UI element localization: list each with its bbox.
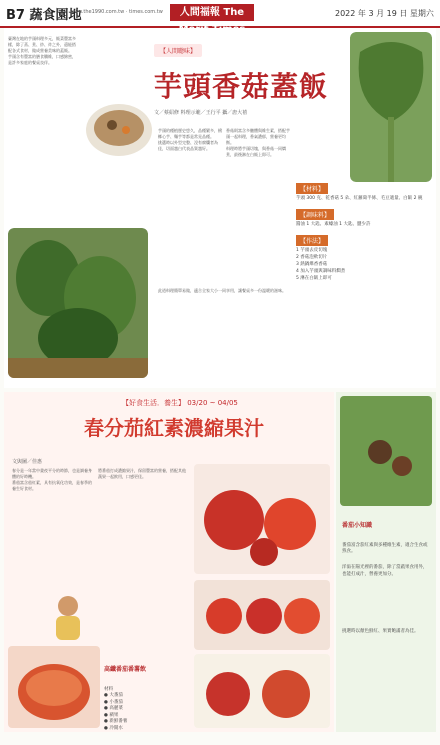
article2-col1: 春分是一年當中晝夜平分的時節，也是調養身體的好時機。 番茄富含茄紅素，具有抗氧化功效，是春季的養生好食材。 (12, 468, 92, 491)
article1-col2: 芋頭的種植歷史悠久，品種繁多，檳榔心芋、麵芋等都是常見品種。 挑選時以外型完整、沒有腐爛者為佳，切面越白代表品質越好。 (158, 128, 222, 151)
sidebar-box1 (342, 510, 430, 554)
tomato-sidebar (336, 392, 436, 732)
tomato-photo-mid (194, 580, 330, 650)
article1-title: 芋頭香菇蓋飯 (154, 70, 329, 103)
tomato-plant-photo (340, 396, 432, 506)
recipe-ingredients-heading: 【材料】 (296, 183, 328, 194)
recipe-steps-heading: 【作法】 (296, 235, 328, 246)
page-header (0, 0, 440, 28)
taro-recipe-box (296, 176, 434, 366)
recipe-seasoning: 醬油 1 大匙、素蠔油 1 大匙、鹽少許 (296, 222, 371, 227)
tomato-recipe-box (104, 654, 184, 731)
tomato-article (4, 392, 334, 732)
recipe-steps: 1 芋頭去皮切塊 2 香菇泡軟切片 3 熱鍋爆香香菇 4 加入芋頭與調味料燜煮 5 淋在白飯上即可 (296, 248, 346, 281)
taro-plant-photo (8, 228, 148, 378)
sidebar-text2: 洋溢在陽光裡的番茄，除了當蔬果食用外，也能打成汁，營養更加分。 (342, 565, 428, 577)
tomato-recipe-title: 高纖番茄番薯飲 (104, 666, 147, 673)
page-number: B7 蔬食園地 (6, 8, 82, 23)
article2-col2: 將番茄打成濃縮果汁，保留豐富的營養，搭配其他蔬果一起飲用，口感更佳。 (98, 468, 186, 479)
article2-kicker: 【好食生活．養生】 03/20 ~ 04/05 (122, 399, 238, 407)
recipe-seasoning-heading: 【調味料】 (296, 209, 334, 220)
article1-title-area (154, 38, 344, 116)
taro-leaf-photo (350, 32, 432, 182)
sidebar-text3: 挑選時以顏色鮮紅、果實飽滿者為佳。 (342, 629, 419, 634)
newspaper-logo: 人間福報 The (170, 4, 254, 21)
article1-kicker: 【人間聰味】 (154, 44, 202, 57)
site-url: www.the1990.com.tw · times.com.tw (70, 9, 163, 15)
article2-title: 春分茄紅素濃縮果汁 (84, 416, 264, 440)
article1-col4: 此道料理簡單易做，適合全家大小一同享用，讓餐桌多一份溫暖的滋味。 (158, 288, 286, 293)
sidebar-box3 (342, 616, 430, 726)
taro-article (4, 28, 436, 388)
recipe-ingredients: 芋頭 300 克、乾香菇 5 朵、紅蘿蔔半條、毛豆適量、白飯 2 碗 (296, 196, 423, 201)
tomato-photo-top (194, 464, 330, 574)
tomato-photo-bottom (194, 654, 330, 728)
article2-byline: 文與圖／佳惠 (12, 459, 43, 465)
sidebar-box2 (342, 552, 430, 612)
tomato-juice-photo (8, 646, 100, 728)
sidebar-title: 番茄小知識 (342, 522, 373, 529)
taro-rice-bowl-photo (84, 98, 154, 158)
tomato-recipe-body: 材料 ● 大番茄 ● 小番茄 ● 高麗菜 ● 蘋果 ● 新鮮番薯 ● 冷開水 (104, 686, 128, 731)
sidebar-text1: 番茄富含茄紅素與多種維生素，適合生食或熟食。 (342, 542, 428, 554)
article1-col3: 香菇則富含多醣體與維生素，搭配芋頭一起料理，香氣濃郁，營養更均衡。 料理時將芋頭切塊，與香菇一同燜煮，最後淋在白飯上即可。 (226, 128, 290, 157)
girl-illustration (48, 592, 88, 642)
issue-date: 2022 年 3 月 19 日 星期六 (335, 9, 434, 18)
article1-col1: 臺灣在地的芋頭料理多元，飯菜豐富多樣，除了蒸、煮、炒、炸之外，還能搭配各式食材，做成營養美味的蓋飯。 芋頭含有豐富的膳食纖維，口感綿密，是許多家庭的餐桌良伴。 (8, 36, 76, 65)
article1-byline: 文／蔡紹修 料理示範／王行平 攝／唐大禧 (154, 110, 248, 116)
